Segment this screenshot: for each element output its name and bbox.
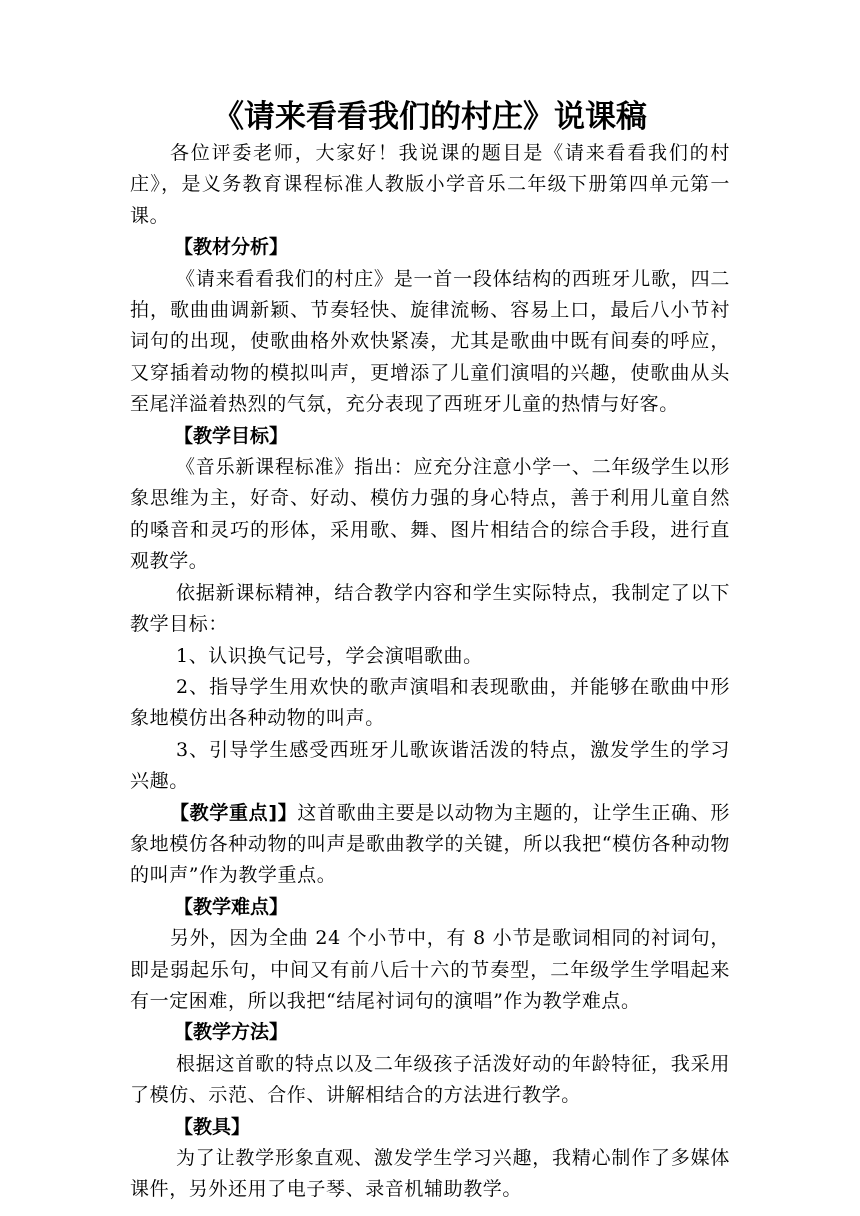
document-title: 《请来看看我们的村庄》说课稿 — [213, 99, 647, 135]
method-paragraph: 根据这首歌的特点以及二年级孩子活泼好动的年龄特征，我采用了模仿、示范、合作、讲解相结合的方法进行教学。 — [130, 1052, 730, 1107]
goals-paragraph-2: 依据新课标精神，结合教学内容和学生实际特点，我制定了以下教学目标： — [130, 581, 730, 636]
method-heading: 【教学方法】 — [174, 1021, 289, 1044]
material-paragraph: 《请来看看我们的村庄》是一首一段体结构的西班牙儿歌，四二拍，歌曲曲调新颖、节奏轻快、旋律流畅、容易上口，最后八小节衬词句的出现，使歌曲格外欢快紧凑，尤其是歌曲中既有间奏的呼应，又穿插着动物的模拟叫声，更增添了儿童们演唱的兴趣，使歌曲从头至尾洋溢着热烈的气氛，充分表现了西班牙儿童的热情与好客。 — [130, 267, 730, 416]
document-page — [130, 96, 730, 1206]
difficulty-paragraph: 另外，因为全曲 24 个小节中，有 8 小节是歌词相同的衬词句，即是弱起乐句，中间又有前八后十六的节奏型，二年级学生学唱起来有一定困难，所以我把“结尾衬词句的演唱”作为教学难点。 — [130, 927, 730, 1012]
keypoint-text: 这首歌曲主要是以动物为主题的，让学生正确、形象地模仿各种动物的叫声是歌曲教学的关键，所以我把“模仿各种动物的叫声”作为教学重点。 — [130, 801, 731, 887]
goals-item-1: 1、认识换气记号，学会演唱歌曲。 — [176, 644, 483, 667]
goals-heading: 【教学目标】 — [174, 424, 289, 447]
tools-heading: 【教具】 — [174, 1115, 251, 1138]
keypoint-heading: 【教学重点]】 — [170, 801, 298, 824]
difficulty-heading: 【教学难点】 — [174, 895, 289, 918]
intro-paragraph: 各位评委老师，大家好！我说课的题目是《请来看看我们的村庄》，是义务教育课程标准人教版小学音乐二年级下册第四单元第一课。 — [130, 142, 730, 227]
keypoint-paragraph — [130, 798, 730, 892]
tools-paragraph: 为了让教学形象直观、激发学生学习兴趣，我精心制作了多媒体课件，另外还用了电子琴、录音机辅助教学。 — [130, 1147, 730, 1201]
goals-item-3: 3、引导学生感受西班牙儿歌诙谐活泼的特点，激发学生的学习兴趣。 — [130, 738, 730, 793]
material-heading: 【教材分析】 — [174, 236, 289, 259]
goals-item-2: 2、指导学生用欢快的歌声演唱和表现歌曲，并能够在歌曲中形象地模仿出各种动物的叫声。 — [130, 675, 730, 730]
goals-paragraph-1: 《音乐新课程标准》指出：应充分注意小学一、二年级学生以形象思维为主，好奇、好动、模仿力强的身心特点，善于利用儿童自然的嗓音和灵巧的形体，采用歌、舞、图片相结合的综合手段，进行直观教学。 — [130, 456, 730, 573]
